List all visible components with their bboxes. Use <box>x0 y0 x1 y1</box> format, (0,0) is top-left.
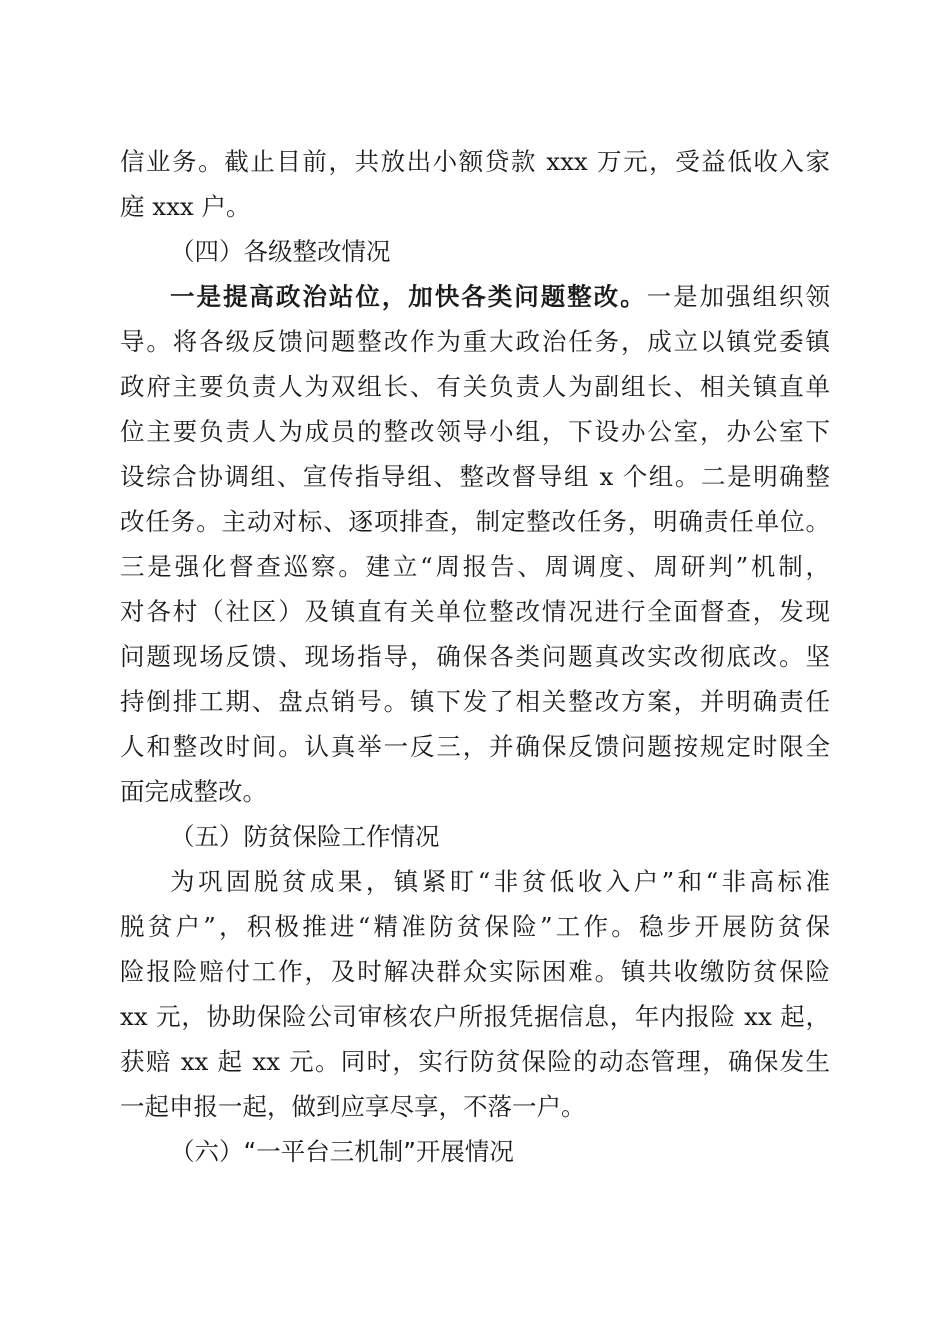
paragraph-line: 面完成整改。 <box>120 777 267 806</box>
section-heading-6: （六）“一平台三机制”开展情况 <box>170 1137 514 1166</box>
paragraph-line: 一起申报一起，做到应享尽享，不落一户。 <box>120 1092 586 1121</box>
paragraph-line: 获赔 xx 起 xx 元。同时，实行防贫保险的动态管理，确保发生 <box>120 1047 830 1076</box>
paragraph-line: 政府主要负责人为双组长、有关负责人为副组长、相关镇直单 <box>120 372 830 401</box>
paragraph-line: 问题现场反馈、现场指导，确保各类问题真改实改彻底改。坚 <box>120 642 830 671</box>
paragraph-line: 设综合协调组、宣传指导组、整改督导组 x 个组。二是明确整 <box>120 462 830 491</box>
paragraph-line: 对各村（社区）及镇直有关单位整改情况进行全面督查，发现 <box>120 597 830 626</box>
paragraph-line: 持倒排工期、盘点销号。镇下发了相关整改方案，并明确责任 <box>120 687 830 716</box>
section-heading-5: （五）防贫保险工作情况 <box>170 822 440 851</box>
paragraph-line: 导。将各级反馈问题整改作为重大政治任务，成立以镇党委镇 <box>120 327 830 356</box>
paragraph-line: xx 元，协助保险公司审核农户所报凭据信息，年内报险 xx 起， <box>120 1002 830 1031</box>
paragraph-line: 信业务。截止目前，共放出小额贷款 xxx 万元，受益低收入家 <box>120 147 830 176</box>
bold-lead-text: 一是提高政治站位，加快各类问题整改。 <box>170 282 647 311</box>
section-heading-4: （四）各级整改情况 <box>170 237 391 266</box>
paragraph-line: 人和整改时间。认真举一反三，并确保反馈问题按规定时限全 <box>120 732 830 761</box>
paragraph-line: 位主要负责人为成员的整改领导小组，下设办公室，办公室下 <box>120 417 830 446</box>
paragraph-line: 为巩固脱贫成果，镇紧盯“非贫低收入户”和“非高标准 <box>170 867 830 896</box>
paragraph-line: 改任务。主动对标、逐项排查，制定整改任务，明确责任单位。 <box>120 507 830 536</box>
paragraph-line: 庭 xxx 户。 <box>120 192 251 221</box>
paragraph-line: 脱贫户”，积极推进“精准防贫保险”工作。稳步开展防贫保 <box>120 912 830 941</box>
paragraph-line: 险报险赔付工作，及时解决群众实际困难。镇共收缴防贫保险 <box>120 957 830 986</box>
paragraph-text: 一是加强组织领 <box>646 282 830 311</box>
paragraph-line: 三是强化督查巡察。建立“周报告、周调度、周研判”机制， <box>120 552 830 581</box>
paragraph-line <box>170 275 830 319</box>
